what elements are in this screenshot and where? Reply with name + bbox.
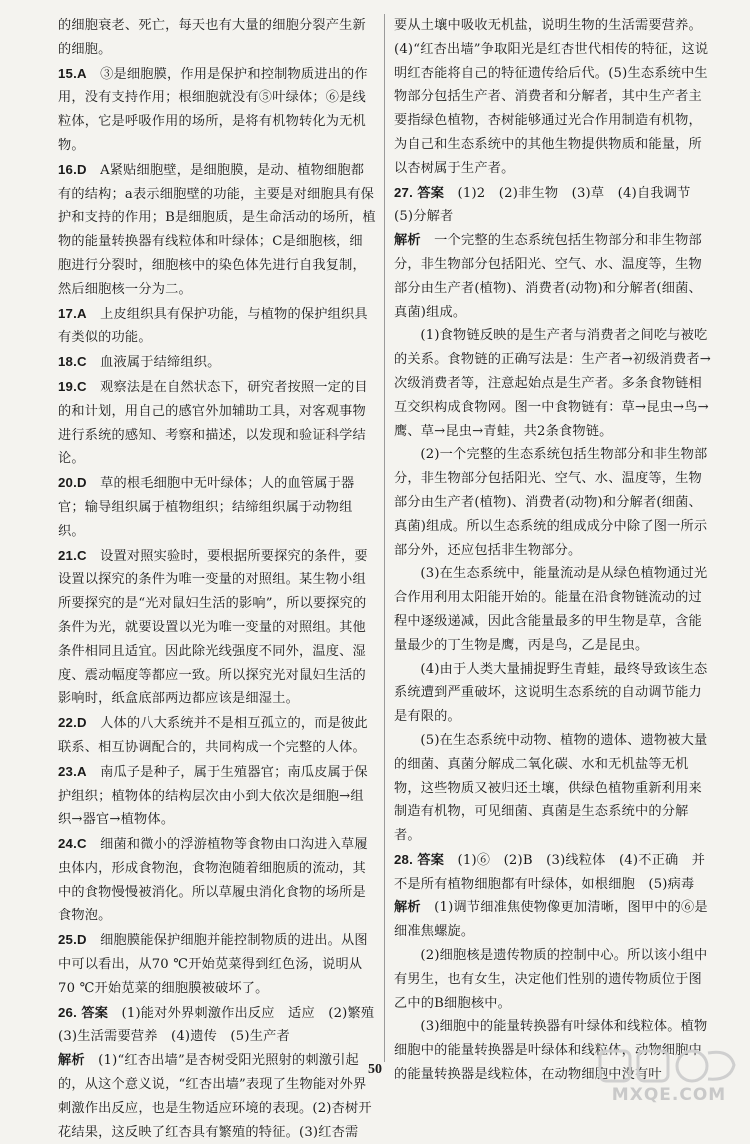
column-divider [384, 14, 385, 1062]
explanation-27-part-5: (5)在生态系统中动物、植物的遗体、遗物被大量的细菌、真菌分解成二氧化碳、水和无机盐等无机物，这些物质又被归还土壤，供绿色植物重新利用来制造有机物，可见细菌、真菌是生态系统中的分解者。 [394, 732, 708, 844]
explanation-27-part-4: (4)由于人类大量捕捉野生青蛙，最终导致该生态系统遭到严重破坏，这说明生态系统的自动调节能力是有限的。 [394, 661, 708, 725]
page-number: 50 [368, 1062, 382, 1077]
answer-item-18: 18.C 血液属于结缔组织。 [58, 354, 221, 371]
watermark-logo-icon [598, 1047, 738, 1085]
explanation-28: 解析 (1)调节细准焦使物像更加清晰，图甲中的⑥是细准焦螺旋。 [394, 900, 708, 940]
explanation-27-part-3: (3)在生态系统中，能量流动是从绿色植物通过光合作用利用太阳能开始的。能量在沿食物链流动的过程中逐级递减，因此含能量最多的甲生物是草，含能量最少的丁生物是鹰，丙是鸟，乙是昆虫。 [394, 566, 708, 653]
explanation-27: 解析 一个完整的生态系统包括生物部分和非生物部分，非生物部分包括阳光、空气、水、温度等，生物部分由生产者(植物)、消费者(动物)和分解者(细菌、真菌)组成。 [394, 233, 702, 320]
explanation-27-part-2: (2)一个完整的生态系统包括生物部分和非生物部分，非生物部分包括阳光、空气、水、温度等，生物部分由生产者(植物)、消费者(动物)和分解者(细菌、真菌)组成。所以生态系统的组成成分中除了图一所示部分外，还应包括非生物部分。 [394, 447, 708, 558]
answer-item-24: 24.C 细菌和微小的浮游植物等食物由口沟进入草履虫体内，形成食物泡，食物泡随着细胞质的流动，其中的食物慢慢被消化。所以草履虫消化食物的场所是食物泡。 [58, 836, 368, 924]
answer-item-19: 19.C 观察法是在自然状态下，研究者按照一定的目的和计划，用自己的感官外加辅助工具，对客观事物进行系统的感知、考察和描述，以发现和验证科学结论。 [58, 378, 368, 467]
left-column [58, 14, 388, 1144]
answer-item-16: 16.D A紧贴细胞壁，是细胞膜，是动、植物细胞都有的结构；a表示细胞壁的功能，主要是对细胞具有保护和支持的作用；B是细胞质，是生命活动的场所，植物的能量转换器有线粒体和叶绿体；C是细胞核，细胞进行分裂时，细胞核中的染色体先进行自我复制，然后细胞核一分为二。 [58, 161, 376, 297]
answer-item-25: 25.D 细胞膜能保护细胞并能控制物质的进出。从图中可以看出，从70 ℃开始苋菜得到红色汤，说明从70 ℃开始苋菜的细胞膜被破坏了。 [58, 932, 368, 996]
explanation-26: 解析 (1)“红杏出墙”是杏树受阳光照射的刺激引起的，从这个意义说，“红杏出墙”表现了生物能对外界刺激作出反应，也是生物适应环境的表现。(2)杏树开花结果，这反映了红杏具有繁殖的特征。(3)红杏需 [58, 1053, 372, 1140]
continuation-text: 的细胞衰老、死亡，每天也有大量的细胞分裂产生新的细胞。 [58, 18, 366, 57]
answer-item-23: 23.A 南瓜子是种子，属于生殖器官；南瓜皮属于保护组织；植物体的结构层次由小到大依次是细胞→组织→器官→植物体。 [58, 763, 368, 828]
answer-item-21: 21.C 设置对照实验时，要根据所要探究的条件，要设置以探究的条件为唯一变量的对照组。某生物小组所要探究的是“光对鼠妇生活的影响”，所以要探究的条件为光，就要设置以光为唯一变量的对照组。其他条件相同且适宜。因此除光线强度不同外，温度、湿度、震动幅度等都应一致。所以探究光对鼠妇生活的影响时，纸盒底部两边都应该是细湿土。 [58, 547, 368, 707]
watermark-url: MXQE.COM [611, 1085, 727, 1105]
answer-item-27: 27. 答案 (1)2 (2)非生物 (3)草 (4)自我调节 (5)分解者 [394, 184, 704, 225]
explanation-28-part-2: (2)细胞核是遗传物质的控制中心。所以该小组中有男生，也有女生，决定他们性别的遗传物质位于图乙中的B细胞核中。 [394, 948, 708, 1011]
answer-item-17: 17.A 上皮组织具有保护功能，与植物的保护组织具有类似的功能。 [58, 305, 368, 346]
answer-item-22: 22.D 人体的八大系统并不是相互孤立的，而是彼此联系、相互协调配合的，共同构成一个完整的人体。 [58, 715, 368, 755]
watermark [594, 1047, 744, 1107]
answer-item-15: 15.A ③是细胞膜，作用是保护和控制物质进出的作用，没有支持作用；根细胞就没有⑤叶绿体；⑥是线粒体，它是呼吸作用的场所，是将有机物转化为无机物。 [58, 65, 368, 153]
right-column [394, 14, 714, 1087]
explanation-27-part-1: (1)食物链反映的是生产者与消费者之间吃与被吃的关系。食物链的正确写法是：生产者→初级消费者→次级消费者等，注意起始点是生产者。多条食物链相互交织构成食物网。图一中食物链有：草→昆虫→鸟→鹰、草→昆虫→青蛙，共2条食物链。 [394, 328, 712, 439]
continuation-text: 要从土壤中吸收无机盐，说明生物的生活需要营养。(4)“红杏出墙”争取阳光是红杏世代相传的特征，这说明红杏能将自己的特征遗传给后代。(5)生态系统中生物部分包括生产者、消费者和分解者，其中生产者主要指绿色植物，杏树能够通过光合作用制造有机物，为自己和生态系统中的其他生物提供物质和能量，所以杏树属于生产者。 [394, 18, 709, 176]
answer-item-20: 20.D 草的根毛细胞中无叶绿体；人的血管属于器官；输导组织属于植物组织；结缔组织属于动物组织。 [58, 475, 355, 539]
answer-item-26: 26. 答案 (1)能对外界刺激作出反应 适应 (2)繁殖 (3)生活需要营养 (4)遗传 (5)生产者 [58, 1004, 388, 1045]
explanation-28-part-3: (3)细胞中的能量转换器有叶绿体和线粒体。植物细胞中的能量转换器是叶绿体和线粒体，动物细胞中的能量转换器是线粒体，在动物细胞中没有叶 [394, 1019, 708, 1083]
answer-item-28: 28. 答案 (1)⑥ (2)B (3)线粒体 (4)不正确 并不是所有植物细胞都有叶绿体，如根细胞 (5)病毒 [394, 851, 706, 892]
